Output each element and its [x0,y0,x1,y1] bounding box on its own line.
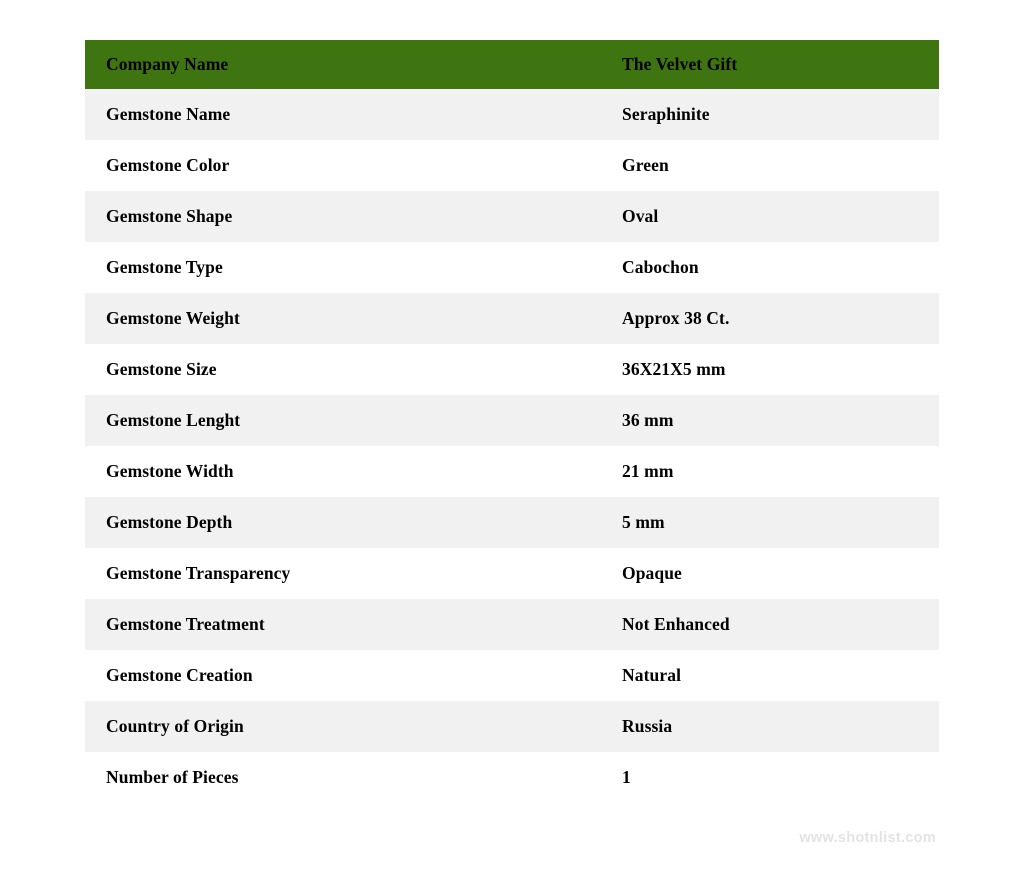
row-value: Russia [603,701,939,752]
row-label: Number of Pieces [85,752,603,803]
row-value: Approx 38 Ct. [603,293,939,344]
table-row [85,701,939,752]
row-value: 1 [603,752,939,803]
row-label: Gemstone Creation [85,650,603,701]
row-value: 21 mm [603,446,939,497]
gemstone-specification-table [85,40,939,803]
row-label: Gemstone Treatment [85,599,603,650]
row-label: Gemstone Transparency [85,548,603,599]
row-label: Gemstone Color [85,140,603,191]
row-value: 5 mm [603,497,939,548]
row-value: Seraphinite [603,89,939,140]
row-label: Gemstone Depth [85,497,603,548]
table-row [85,599,939,650]
table-row [85,89,939,140]
row-value: Green [603,140,939,191]
row-value: 36 mm [603,395,939,446]
row-label: Country of Origin [85,701,603,752]
table-header-value: The Velvet Gift [603,40,939,89]
row-label: Gemstone Lenght [85,395,603,446]
table-row [85,344,939,395]
table-row [85,548,939,599]
row-label: Gemstone Size [85,344,603,395]
table-row [85,140,939,191]
row-label: Gemstone Weight [85,293,603,344]
row-label: Gemstone Name [85,89,603,140]
row-value: Oval [603,191,939,242]
table-row [85,242,939,293]
table-row [85,191,939,242]
row-label: Gemstone Shape [85,191,603,242]
table-row [85,293,939,344]
watermark: www.shotnlist.com [799,830,936,846]
row-value: Not Enhanced [603,599,939,650]
table-row [85,650,939,701]
table-row [85,497,939,548]
table-row [85,752,939,803]
row-label: Gemstone Type [85,242,603,293]
row-value: 36X21X5 mm [603,344,939,395]
row-value: Natural [603,650,939,701]
row-value: Opaque [603,548,939,599]
row-label: Gemstone Width [85,446,603,497]
row-value: Cabochon [603,242,939,293]
table-row [85,446,939,497]
table-row [85,395,939,446]
table-header-row [85,40,939,89]
table-header-label: Company Name [85,40,603,89]
